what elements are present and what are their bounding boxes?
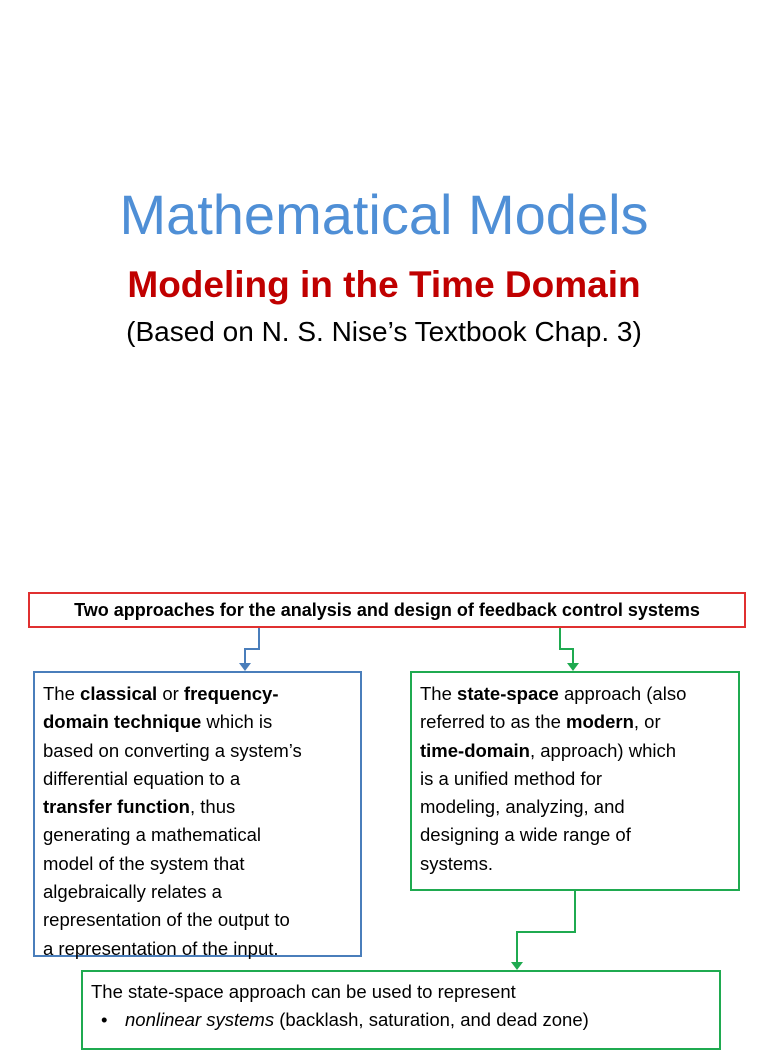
text-line: referred to as the modern, or bbox=[420, 711, 661, 733]
arrow-to-state bbox=[560, 628, 573, 668]
bullet-marker: • bbox=[101, 1009, 108, 1031]
page-subtitle: Modeling in the Time Domain bbox=[127, 264, 641, 305]
arrowhead-state bbox=[567, 663, 579, 671]
approaches-box bbox=[28, 592, 746, 628]
text-line: domain technique which is bbox=[43, 711, 273, 733]
state-space-uses-box bbox=[81, 970, 721, 1050]
classical-approach-box bbox=[33, 671, 362, 957]
text-line: algebraically relates a bbox=[43, 881, 222, 903]
arrowhead-bottom bbox=[511, 962, 523, 970]
arrow-to-classical bbox=[245, 628, 259, 668]
text-line: generating a mathematical bbox=[43, 824, 262, 846]
text-line: The state-space approach (also bbox=[420, 683, 687, 704]
text-line: representation of the output to bbox=[43, 909, 290, 931]
text-line: The classical or frequency- bbox=[43, 683, 279, 704]
text-line: systems. bbox=[420, 852, 493, 874]
page-title: Mathematical Models bbox=[119, 183, 649, 246]
text-line: based on converting a system’s bbox=[43, 739, 302, 761]
text-line: The state-space approach can be used to represent bbox=[91, 981, 516, 1002]
approaches-text: Two approaches for the analysis and design of feedback control systems bbox=[74, 600, 700, 620]
text-line: is a unified method for bbox=[420, 767, 603, 789]
bullet-item: • nonlinear systems (backlash, saturation, and dead zone) bbox=[91, 1006, 719, 1034]
text-line: modeling, analyzing, and bbox=[420, 796, 625, 818]
text-line: designing a wide range of bbox=[420, 824, 631, 846]
text-line: time-domain, approach) which bbox=[420, 739, 677, 761]
text-line: differential equation to a bbox=[43, 767, 241, 789]
text-line: transfer function, thus bbox=[43, 796, 236, 818]
text-line: a representation of the input. bbox=[43, 937, 279, 959]
text-line: model of the system that bbox=[43, 852, 245, 874]
arrowhead-classical bbox=[239, 663, 251, 671]
arrow-to-bottom bbox=[517, 891, 575, 967]
state-space-approach-box bbox=[410, 671, 740, 891]
source-note: (Based on N. S. Nise’s Textbook Chap. 3) bbox=[126, 316, 642, 347]
